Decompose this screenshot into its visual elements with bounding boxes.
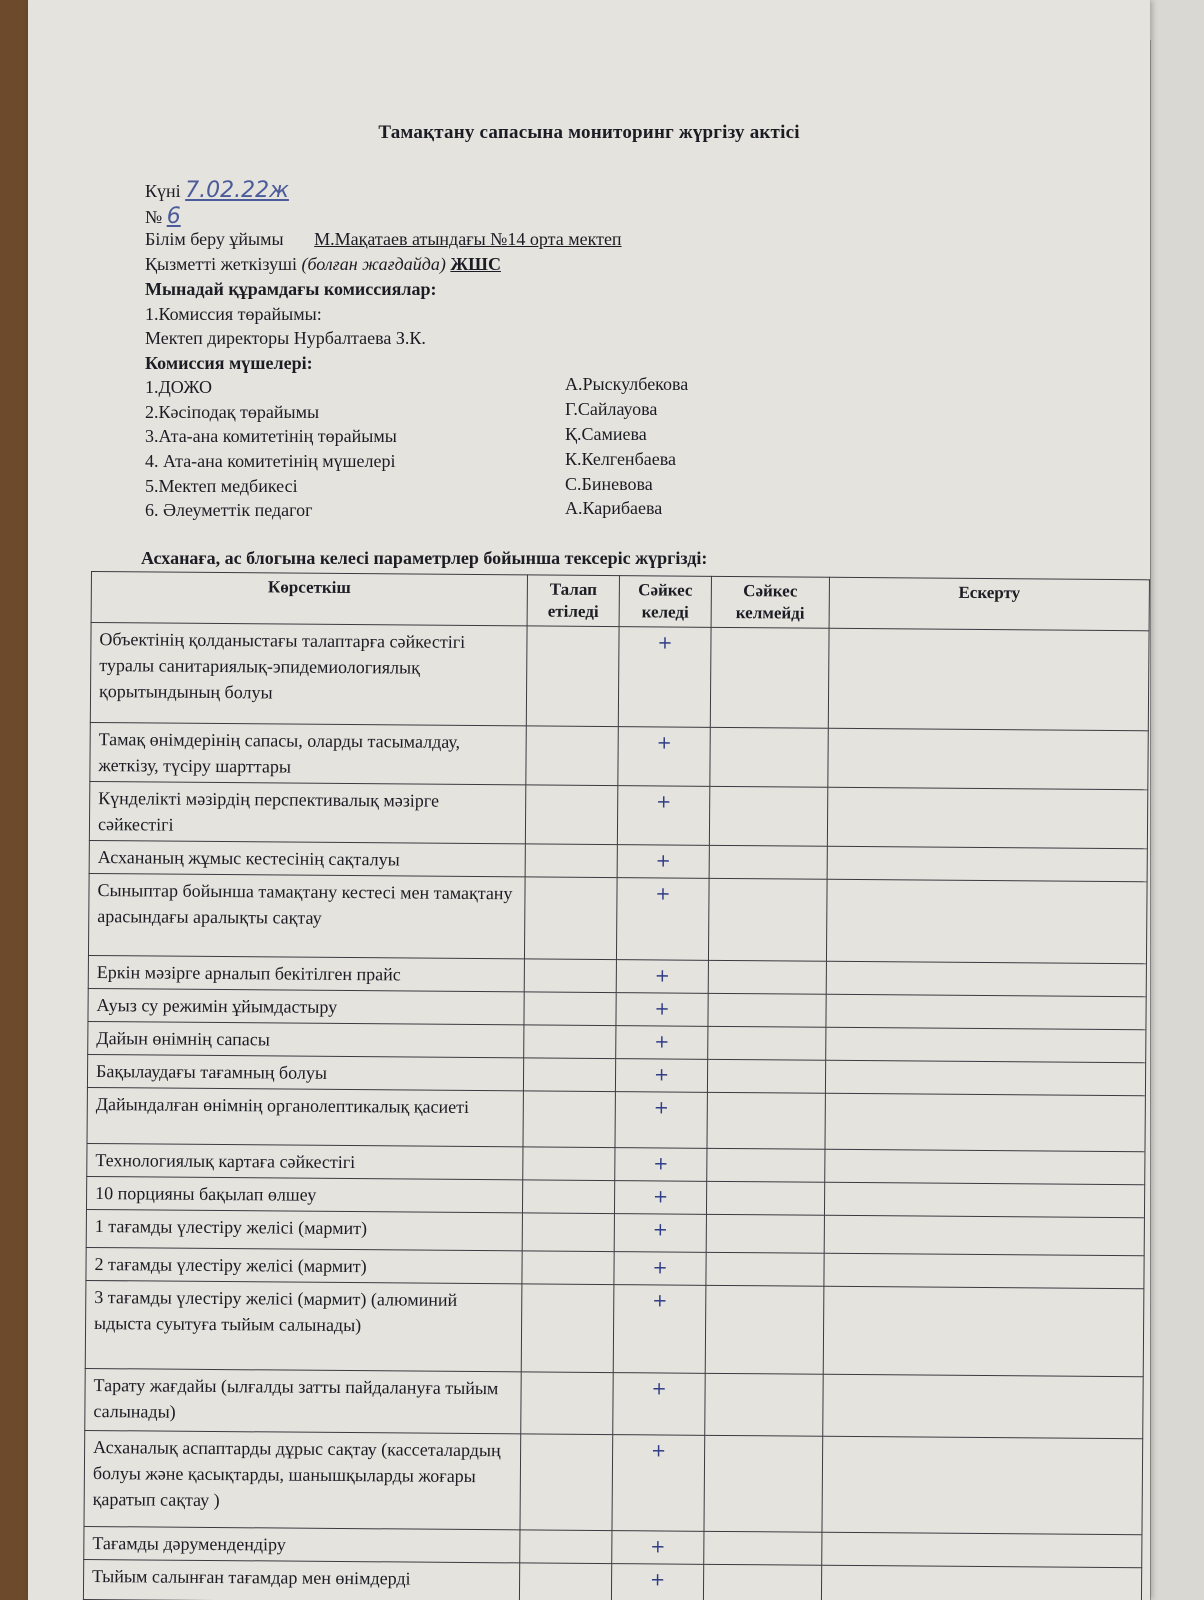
matches-cell: + <box>614 1181 706 1215</box>
note-cell <box>825 1060 1145 1096</box>
not-matches-cell <box>704 1435 823 1532</box>
indicator-cell: Тағамды дәрумендендіру <box>84 1526 520 1562</box>
note-cell <box>825 1093 1145 1152</box>
header-required: Талап етіледі <box>527 575 619 627</box>
not-matches-cell <box>706 1181 824 1215</box>
org-line <box>145 229 622 250</box>
indicator-cell: 2 тағамды үлестіру желісі (мармит) <box>86 1247 522 1283</box>
not-matches-cell <box>706 1214 824 1253</box>
supplier-value: ЖШС <box>450 254 501 274</box>
date-label: Күні <box>145 181 181 201</box>
matches-cell: + <box>615 1148 707 1182</box>
member-name: Қ.Самиева <box>565 424 647 444</box>
date-line <box>145 178 289 203</box>
matches-cell: + <box>616 993 708 1027</box>
matches-cell: + <box>618 627 711 728</box>
required-cell <box>524 992 616 1026</box>
required-cell <box>521 1372 613 1435</box>
note-cell <box>828 628 1149 731</box>
matches-cell: + <box>617 786 709 846</box>
indicator-cell: Күнделікті мәзірдің перспективалық мәзірге сәйкестігі <box>89 781 525 843</box>
note-cell <box>824 1253 1144 1289</box>
supplier-line <box>145 254 501 275</box>
matches-cell: + <box>614 1214 706 1253</box>
required-cell <box>526 726 618 786</box>
not-matches-cell <box>706 1252 824 1286</box>
member-name: А.Карибаева <box>565 498 663 518</box>
required-cell <box>519 1563 611 1600</box>
number-value: 6 <box>166 204 181 229</box>
note-cell <box>825 1149 1145 1185</box>
matches-cell: + <box>618 727 710 787</box>
indicator-cell: 10 порцияны бақылап өлшеу <box>86 1176 522 1212</box>
indicator-cell: Бақылаудағы тағамның болуы <box>87 1054 523 1090</box>
matches-cell: + <box>616 878 709 961</box>
matches-cell: + <box>617 845 709 879</box>
member-role: 5.Мектеп медбикесі <box>145 476 298 496</box>
note-cell <box>827 787 1147 849</box>
indicator-cell: Тарату жағдайы (ылғалды затты пайдалануға тыйым салынады) <box>85 1368 521 1433</box>
required-cell <box>526 626 619 727</box>
table-row <box>90 722 1148 789</box>
matches-cell: + <box>613 1373 705 1436</box>
header-note: Ескерту <box>829 577 1149 631</box>
required-cell <box>520 1434 613 1531</box>
table-row <box>89 781 1147 848</box>
table-body <box>83 623 1149 1600</box>
indicator-cell: Тамақ өнімдерінің сапасы, оларды тасымалдау, жеткізу, түсіру шарттары <box>90 722 526 784</box>
underlying-sheet-grid <box>1150 40 1204 1600</box>
note-cell <box>826 879 1147 964</box>
note-cell <box>822 1436 1143 1535</box>
number-label: № <box>145 207 163 227</box>
not-matches-cell <box>707 1059 825 1093</box>
table-caption: Асханаға, ас блогына келесі параметрлер бойынша тексеріс жүргізді: <box>141 548 708 568</box>
commission-heading: Мынадай құрамдағы комиссиялар: <box>145 279 437 299</box>
note-cell <box>822 1532 1142 1568</box>
required-cell <box>521 1284 614 1373</box>
date-value: 7.02.22ж <box>185 178 289 203</box>
not-matches-cell <box>703 1564 821 1600</box>
member-role: 3.Ата-ана комитетінің төрайымы <box>145 426 397 446</box>
required-cell <box>524 959 616 993</box>
not-matches-cell <box>704 1531 822 1565</box>
table-row <box>85 1280 1144 1376</box>
indicator-cell: Еркін мәзірге арналып бекітілген прайс <box>88 955 524 991</box>
note-cell <box>824 1182 1144 1218</box>
org-label: Білім беру ұйымы <box>145 229 284 249</box>
indicator-cell: Асханалық аспаптарды дұрыс сақтау (кассеталардың болуы және қасықтарды, шанышқыларды жоғары қаратып сақтау ) <box>84 1430 521 1529</box>
header-matches: Сәйкес келеді <box>619 576 711 628</box>
document-page <box>28 0 1150 1600</box>
member-name: К.Келгенбаева <box>565 449 676 469</box>
table-row <box>87 1087 1145 1151</box>
matches-cell: + <box>612 1435 705 1532</box>
org-value: М.Мақатаев атындағы №14 орта мектеп <box>314 229 622 249</box>
required-cell <box>524 877 617 960</box>
header-not-matches: Сәйкес келмейді <box>711 576 829 628</box>
header-indicator: Көрсеткіш <box>91 572 527 626</box>
required-cell <box>522 1251 614 1285</box>
not-matches-cell <box>708 1026 826 1060</box>
note-cell <box>826 1027 1146 1063</box>
indicator-cell: Дайындалған өнімнің органолептикалық қасиеті <box>87 1087 523 1146</box>
matches-cell: + <box>615 1059 707 1093</box>
not-matches-cell <box>708 960 826 994</box>
table-row <box>83 1559 1141 1600</box>
indicator-cell: Тыйым салынған тағамдар мен өнімдерді <box>83 1559 519 1600</box>
required-cell <box>525 844 617 878</box>
supplier-note: (болған жағдайда) <box>301 254 446 274</box>
member-role: 6. Әлеуметтік педагог <box>145 500 313 520</box>
matches-cell: + <box>611 1564 703 1600</box>
member-role: 4. Ата-ана комитетінің мүшелері <box>145 451 396 471</box>
matches-cell: + <box>614 1252 706 1286</box>
table-header-row <box>91 572 1149 631</box>
note-cell <box>823 1374 1143 1439</box>
member-name: А.Рыскулбекова <box>565 374 689 394</box>
table-row <box>84 1430 1143 1534</box>
member-role: 1.ДОЖО <box>145 377 213 397</box>
indicator-cell: Дайын өнімнің сапасы <box>88 1021 524 1057</box>
required-cell <box>525 785 617 845</box>
not-matches-cell <box>707 1092 825 1149</box>
chair-label: 1.Комиссия төрайымы: <box>145 304 322 324</box>
indicator-cell: 1 тағамды үлестіру желісі (мармит) <box>86 1209 522 1250</box>
indicator-cell: Технологиялық картаға сәйкестігі <box>87 1143 523 1179</box>
inspection-table <box>83 571 1150 1600</box>
required-cell <box>523 1091 615 1148</box>
note-cell <box>827 846 1147 882</box>
not-matches-cell <box>707 1148 825 1182</box>
table-row <box>85 1368 1143 1438</box>
required-cell <box>523 1147 615 1181</box>
indicator-cell: 3 тағамды үлестіру желісі (мармит) (алюминий ыдыста суытуға тыйым салынады) <box>85 1280 522 1371</box>
indicator-cell: Асхананың жұмыс кестесінің сақталуы <box>89 840 525 876</box>
note-cell <box>826 994 1146 1030</box>
required-cell <box>522 1213 614 1252</box>
member-role: 2.Кәсіподақ төрайымы <box>145 402 320 422</box>
note-cell <box>824 1215 1144 1256</box>
indicator-cell: Ауыз су режимін ұйымдастыру <box>88 988 524 1024</box>
matches-cell: + <box>615 1092 707 1149</box>
not-matches-cell <box>708 878 827 961</box>
note-cell <box>821 1565 1141 1600</box>
table-row <box>90 623 1149 731</box>
not-matches-cell <box>705 1285 824 1374</box>
indicator-cell: Сыныптар бойынша тамақтану кестесі мен тамақтану арасындағы аралықты сақтау <box>88 873 525 958</box>
note-cell <box>828 728 1148 790</box>
not-matches-cell <box>708 993 826 1027</box>
matches-cell: + <box>612 1531 704 1565</box>
not-matches-cell <box>705 1373 823 1436</box>
not-matches-cell <box>710 627 829 728</box>
required-cell <box>523 1058 615 1092</box>
member-name: С.Биневова <box>565 474 653 494</box>
number-line <box>145 204 307 229</box>
not-matches-cell <box>710 727 828 787</box>
document-title: Тамақтану сапасына мониторинг жүргізу актісі <box>378 122 800 143</box>
matches-cell: + <box>616 960 708 994</box>
required-cell <box>522 1180 614 1214</box>
member-name: Г.Сайлауова <box>565 399 658 419</box>
not-matches-cell <box>709 845 827 879</box>
supplier-label: Қызметті жеткізуші <box>145 254 297 274</box>
required-cell <box>520 1530 612 1564</box>
matches-cell: + <box>616 1026 708 1060</box>
members-heading: Комиссия мүшелері: <box>145 353 313 373</box>
chair-value: Мектеп директоры Нурбалтаева З.К. <box>145 328 426 348</box>
indicator-cell: Объектінің қолданыстағы талаптарға сәйкестігі туралы санитариялық-эпидемиологиялық қорытындының болуы <box>90 623 527 726</box>
required-cell <box>524 1025 616 1059</box>
note-cell <box>823 1286 1144 1377</box>
matches-cell: + <box>613 1285 706 1374</box>
table-row <box>88 873 1147 963</box>
not-matches-cell <box>709 786 827 846</box>
note-cell <box>826 961 1146 997</box>
